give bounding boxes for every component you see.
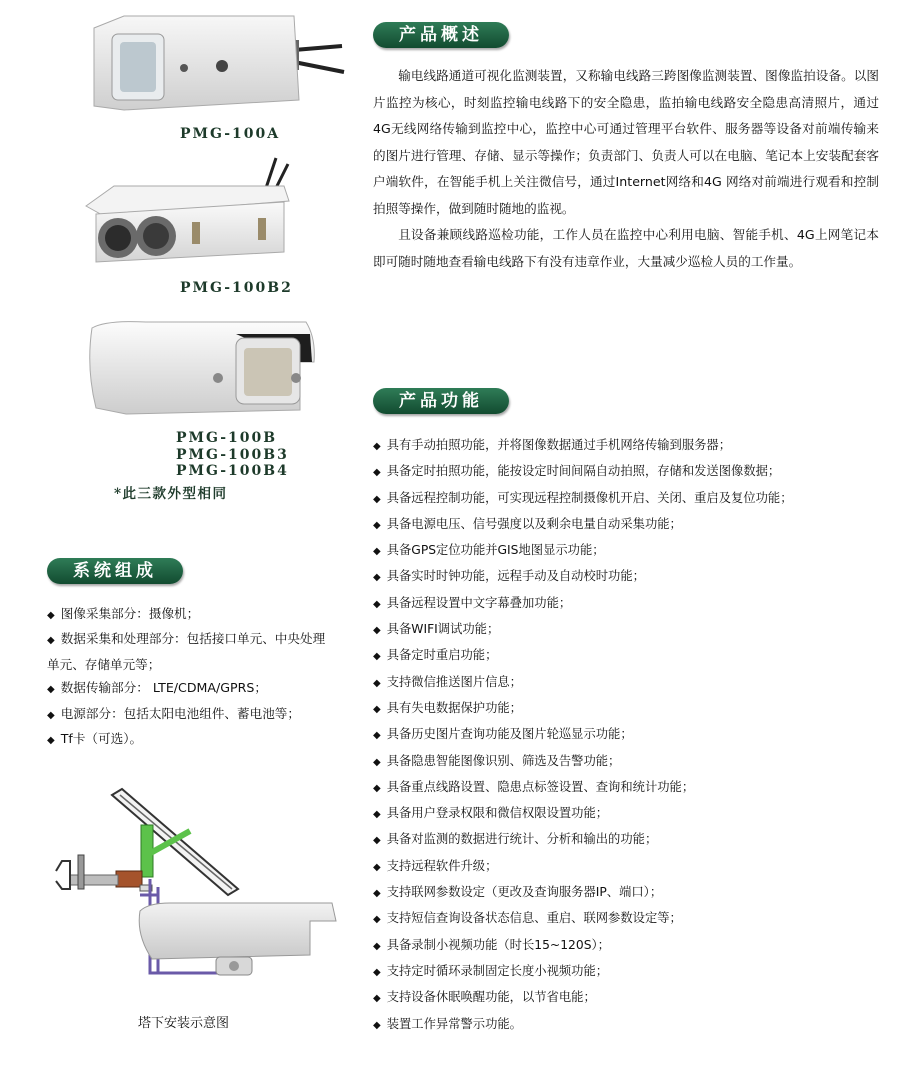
model-label-pmg-100b: PMG-100B <box>176 430 278 446</box>
function-item: ◆ 具有失电数据保护功能； <box>373 700 522 715</box>
function-item: ◆ 具有手动拍照功能，并将图像数据通过手机网络传输到服务器； <box>373 438 732 452</box>
model-list-pmg-100b <box>176 430 289 480</box>
function-item: ◆ 具备重点线路设置、隐患点标签设置、查询和统计功能； <box>373 779 695 794</box>
function-item: ◆ 具备WIFI调试功能； <box>373 622 500 637</box>
function-item: ◆ 具备历史图片查询功能及图片轮巡显示功能； <box>373 727 633 742</box>
model-label-pmg-100b3: PMG-100B3 <box>176 446 289 463</box>
overview-paragraph: 且设备兼顾线路巡检功能，工作人员在监控中心利用电脑、智能手机、4G上网笔记本即可随时随地查看输电线路下有没有违章作业，大量减少巡检人员的工作量。 <box>373 227 879 269</box>
function-item: ◆ 具备远程控制功能，可实现远程控制摄像机开启、关闭、重启及复位功能； <box>373 490 793 505</box>
function-item: ◆ 具备定时重启功能； <box>373 648 498 663</box>
model-label-pmg-100b2: PMG-100B2 <box>180 280 293 296</box>
camera-pmg-100b2-image <box>84 156 294 274</box>
function-item: ◆ 具备对监测的数据进行统计、分析和输出的功能； <box>373 832 658 847</box>
functions-heading: 产品功能 <box>373 388 509 414</box>
overview-text <box>373 63 879 275</box>
function-item: ◆ 具备电源电压、信号强度以及剩余电量自动采集功能； <box>373 516 682 531</box>
function-item: ◆ 支持微信推送图片信息； <box>373 674 522 689</box>
camera-housing <box>139 903 336 959</box>
camera-pmg-100b-image <box>86 318 316 418</box>
camera-pmg-100a-image <box>84 10 354 122</box>
model-label-pmg-100a: PMG-100A <box>180 126 281 142</box>
system-heading: 系统组成 <box>47 558 183 584</box>
overview-paragraph: 输电线路通道可视化监测装置，又称输电线路三跨图像监测装置、图像监拍设备。以图片监控为核心，时刻监控输电线路下的安全隐患，监拍输电线路安全隐患高清照片，通过4G无线网络传输到监控中心，监控中心可通过管理平台软件、服务器等设备对前端传输来的图片进行管理、存储、显示等操作；负责部门、负责人可以在电脑、笔记本上安装配套客户端软件，在智能手机上关注微信号，通过Internet网络和4G 网络对前端进行观看和控制拍照等操作，做到随时随地的监视。 <box>373 68 879 216</box>
function-item: ◆ 支持短信查询设备状态信息、重启、联网参数设定等； <box>373 911 682 926</box>
diagram-caption: 塔下安装示意图 <box>138 1016 230 1031</box>
functions-list <box>373 432 883 1037</box>
function-item: ◆ 支持远程软件升级； <box>373 858 498 873</box>
function-item: ◆ 装置工作异常警示功能。 <box>373 1016 522 1031</box>
installation-diagram <box>40 785 340 995</box>
system-list <box>47 602 337 752</box>
system-item: ◆ 数据采集和处理部分：包括接口单元、中央处理单元、存储单元等； <box>47 631 326 672</box>
function-item: ◆ 支持设备休眠唤醒功能，以节省电能； <box>373 990 596 1005</box>
system-item: ◆ 数据传输部分： LTE/CDMA/GPRS； <box>47 680 267 696</box>
function-item: ◆ 具备定时拍照功能，能按设定时间间隔自动拍照，存储和发送图像数据； <box>373 464 781 479</box>
function-item: ◆ 具备实时时钟功能，远程手动及自动校时功能； <box>373 569 645 584</box>
overview-heading: 产品概述 <box>373 22 509 48</box>
function-item: ◆ 支持定时循环录制固定长度小视频功能； <box>373 963 609 978</box>
function-item: ◆ 具备GPS定位功能并GIS地图显示功能； <box>373 543 605 558</box>
model-label-pmg-100b4: PMG-100B4 <box>176 463 289 479</box>
function-item: ◆ 具备用户登录权限和微信权限设置功能； <box>373 806 609 821</box>
same-appearance-note: *此三款外型相同 <box>114 486 228 502</box>
system-item: ◆ Tf卡（可选）。 <box>47 731 143 747</box>
function-item: ◆ 具备隐患智能图像识别、筛选及告警功能； <box>373 753 621 768</box>
function-item: ◆ 具备远程设置中文字幕叠加功能； <box>373 595 572 610</box>
system-item: ◆ 电源部分：包括太阳电池组件、蓄电池等； <box>47 705 300 721</box>
system-item: ◆ 图像采集部分：摄像机； <box>47 606 200 621</box>
function-item: ◆ 具备录制小视频功能（时长15~120S）； <box>373 937 610 952</box>
function-item: ◆ 支持联网参数设定（更改及查询服务器IP、端口）； <box>373 885 663 900</box>
